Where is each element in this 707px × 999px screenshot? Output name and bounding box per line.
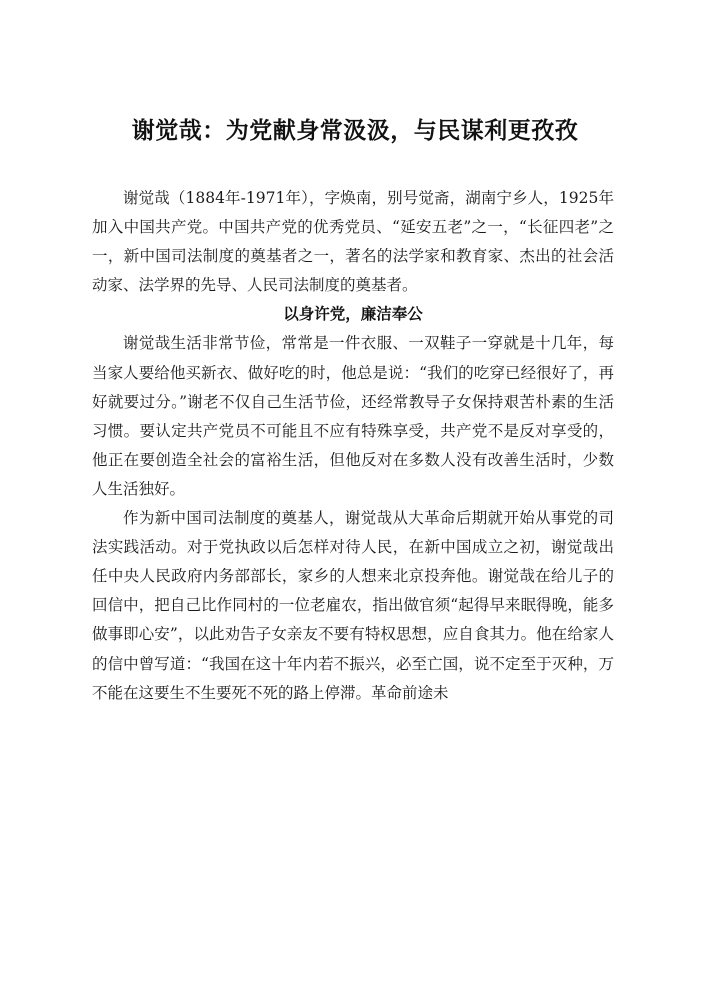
body-paragraph-1: 谢觉哉生活非常节俭，常常是一件衣服、一双鞋子一穿就是十几年，每当家人要给他买新衣、做好吃的时，他总是说：“我们的吃穿已经很好了，再好就要过分。”谢老不仅自己生活节俭，还经常教导子女保持艰苦朴素的生活习惯。要认定共产党员不可能且不应有特殊享受，共产党不是反对享受的，他正在要创造全社会的富裕生活，但他反对在多数人没有改善生活时，少数人生活独好。 [92, 334, 614, 498]
section-heading: 以身许党，廉洁奉公 [283, 305, 423, 324]
body-paragraph-2: 作为新中国司法制度的奠基人，谢觉哉从大革命后期就开始从事党的司法实践活动。对于党执政以后怎样对待人民，在新中国成立之初，谢觉哉出任中央人民政府内务部部长，家乡的人想来北京投奔他。谢觉哉在给儿子的回信中，把自己比作同村的一位老雇农，指出做官须“起得早来眠得晚，能多做事即心安”，以此劝告子女亲友不要有特权思想，应自食其力。他在给家人的信中曾写道：“我国在这十年内若不振兴，必至亡国，说不定至于灭种，万不能在这要生不生要死不死的路上停滞。革命前途未 [92, 509, 614, 702]
document-body [92, 184, 614, 708]
intro-paragraph: 谢觉哉（1884年-1971年），字焕南，别号觉斋，湖南宁乡人，1925年加入中国共产党。中国共产党的优秀党员、“延安五老”之一，“长征四老”之一，新中国司法制度的奠基者之一，著名的法学家和教育家、杰出的社会活动家、法学界的先导、人民司法制度的奠基者。 [92, 189, 614, 295]
document-title: 谢觉哉：为党献身常汲汲，与民谋利更孜孜 [131, 117, 579, 144]
